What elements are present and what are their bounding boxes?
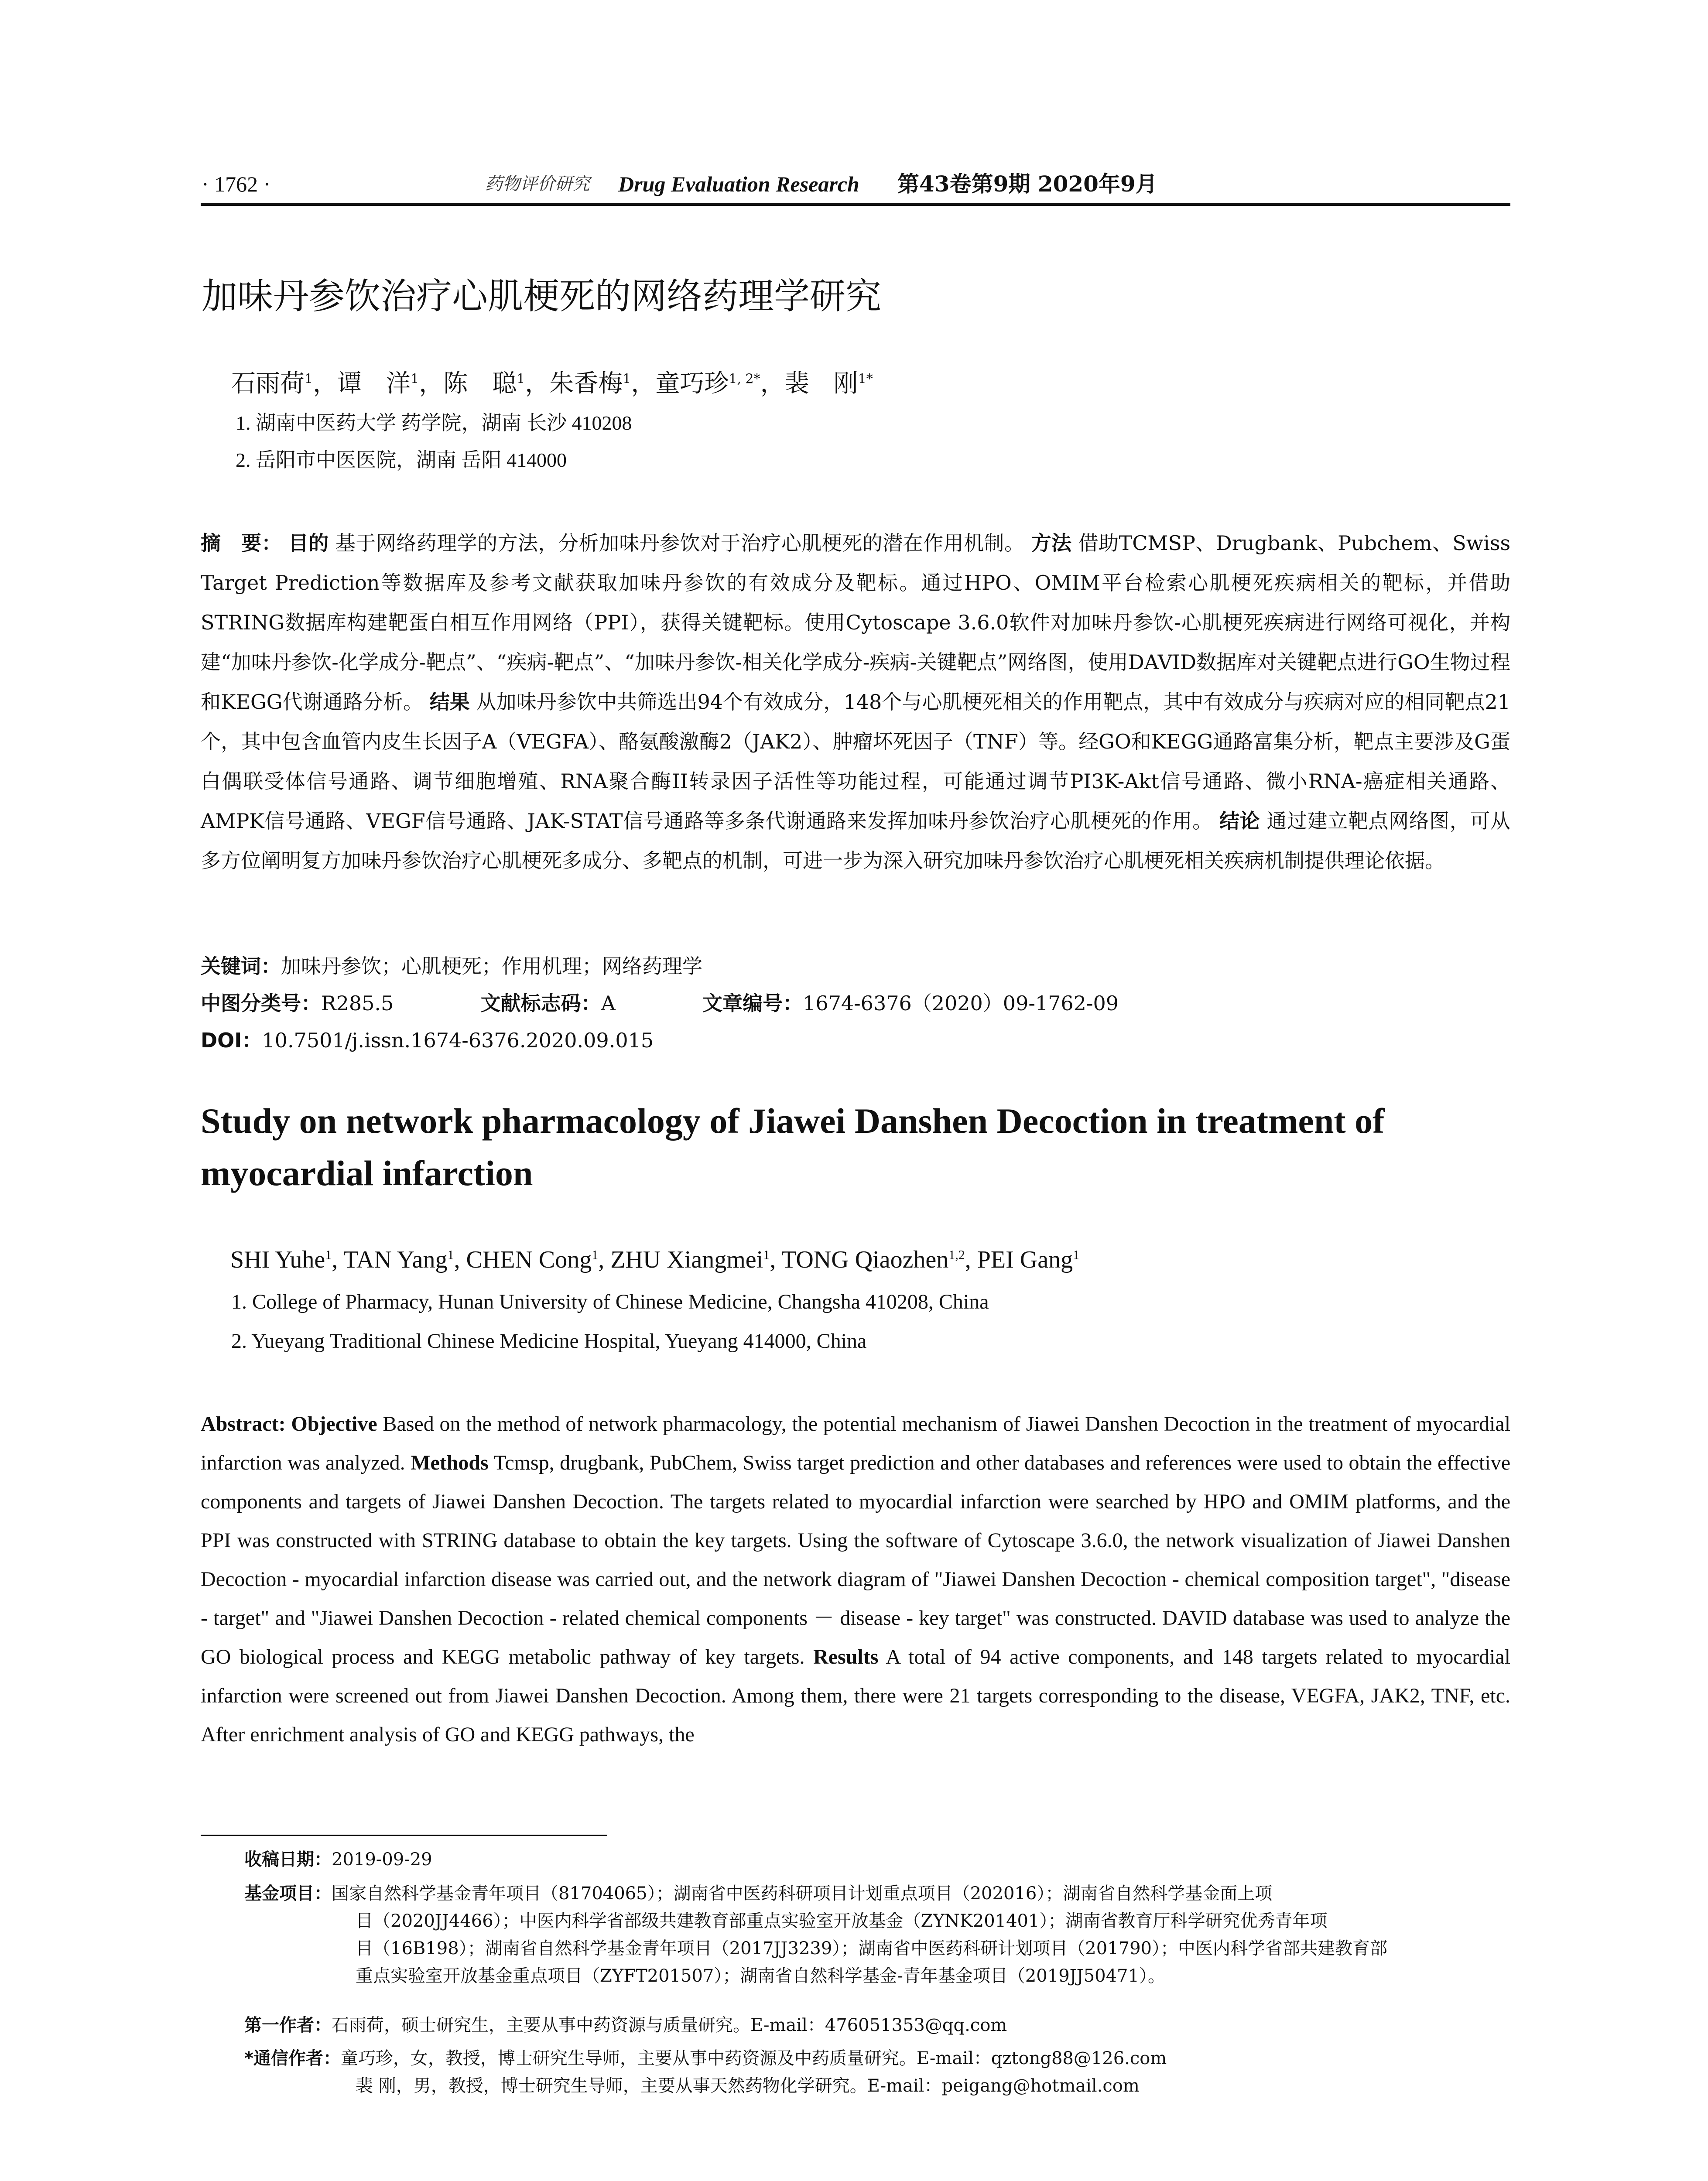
author-name: 朱香梅: [549, 369, 623, 398]
author-name: TONG Qiaozhen: [781, 1246, 949, 1273]
author-name: SHI Yuhe: [230, 1246, 325, 1273]
fund-line: 目（16B198）；湖南省自然科学基金青年项目（2017JJ3239）；湖南省中医药科研计划项目（201790）；中医内科学省部共建教育部: [356, 1938, 1387, 1959]
doc-code-label: 文献标志码：: [480, 991, 601, 1015]
article-number-label: 文章编号：: [702, 991, 803, 1015]
clc-value: R285.5: [321, 991, 394, 1015]
methods-label: Methods: [411, 1451, 489, 1474]
header-rule: [201, 203, 1510, 206]
author-affiliation-mark: 1: [325, 1248, 332, 1262]
english-authors: SHI Yuhe$^1$, TAN Yang$^1$, CHEN Cong$^1$, ZHU Xiangmei$^1$, TONG Qiaozhen$^{1,2}$, PEI Gang$^1$: [230, 1246, 1080, 1273]
clc-label: 中图分类号：: [201, 991, 321, 1015]
received-date: [244, 1846, 1510, 1873]
author-affiliation-mark: 1: [447, 1248, 454, 1262]
author-name: 谭 洋: [337, 369, 411, 398]
methods-text: Tcmsp, drugbank, PubChem, Swiss target prediction and other databases and references were used to obtain the effective components and targets of Jiawei Danshen Decoction. The targets related to myocardial infarction were searched by HPO and OMIM platforms, and the PPI was constructed with STRING database to obtain the key targets. Using the software of Cytoscape 3.6.0, the network visualization of Jiawei Danshen Decoction - myocardial infarction disease was carried out, and the network diagram of "Jiawei Danshen Decoction - chemical composition target", "disease - target" and "Jiawei Danshen Decoction - related chemical components － disease - key target" was constructed. DAVID database was used to analyze the GO biological process and KEGG metabolic pathway of key targets.: [201, 1451, 1510, 1668]
chinese-affiliation-2: 2. 岳阳市中医医院，湖南 岳阳 414000: [236, 449, 567, 471]
doc-code-value: A: [601, 991, 616, 1015]
chinese-abstract: [201, 523, 1510, 881]
author-affiliation-mark: 1: [305, 371, 313, 387]
results-text: A total of 94 active components, and 148 targets related to myocardial infarction were screened out from Jiawei Danshen Decoction. Among them, there were 21 targets corresponding to the disease, VEGFA, JAK2, TNF, etc. After enrichment analysis of GO and KEGG pathways, the: [201, 1645, 1511, 1746]
classification-line: [201, 986, 1119, 1021]
author-affiliation-mark: 1: [411, 371, 419, 387]
conclusion-label: 结论: [1219, 809, 1260, 833]
author-name: ZHU Xiangmei: [610, 1246, 763, 1273]
page-number: · 1762 ·: [202, 172, 271, 196]
english-affiliation-2: 2. Yueyang Traditional Chinese Medicine Hospital, Yueyang 414000, China: [231, 1330, 867, 1353]
author-name: PEI Gang: [977, 1246, 1073, 1273]
author-affiliation-mark: 1*: [858, 371, 873, 387]
author-affiliation-mark: 1: [517, 371, 525, 387]
doi-label: DOI：: [201, 1029, 262, 1052]
corresponding-author-2: 裴 刚，男，教授，博士研究生导师，主要从事天然药物化学研究。E-mail：peigang@hotmail.com: [356, 2076, 1140, 2096]
conclusion-text: 通过建立靶点网络图，可从多方位阐明复方加味丹参饮治疗心肌梗死多成分、多靶点的机制，可进一步为深入研究加味丹参饮治疗心肌梗死相关疾病机制提供理论依据。: [201, 809, 1511, 872]
author-affiliation-mark: 1,2: [948, 1248, 965, 1262]
chinese-affiliation-1: 1. 湖南中医药大学 药学院，湖南 长沙 410208: [236, 412, 632, 434]
received-label: 收稿日期：: [244, 1849, 332, 1870]
author-name: 童巧珍: [655, 369, 729, 398]
chinese-authors: 石雨荷$^1$，谭 洋$^1$，陈 聪$^1$，朱香梅$^1$，童巧珍$^{1, 2*}$，裴 刚$^{1*}$: [231, 369, 873, 398]
objective-text: Based on the method of network pharmacology, the potential mechanism of Jiawei Danshen Decoction in the treatment of myocardial infarction was analyzed.: [201, 1412, 1511, 1474]
corresponding-label: *通信作者：: [244, 2048, 341, 2068]
author-name: TAN Yang: [343, 1246, 448, 1273]
english-affiliation-1: 1. College of Pharmacy, Hunan University of Chinese Medicine, Changsha 410208, China: [231, 1290, 989, 1313]
footnote-rule: [201, 1835, 607, 1836]
methods-text: 借助TCMSP、Drugbank、Pubchem、Swiss Target Prediction等数据库及参考文献获取加味丹参饮的有效成分及靶标。通过HPO、OMIM平台检索心肌梗死疾病相关的靶标，并借助STRING数据库构建靶蛋白相互作用网络（PPI），获得关键靶标。使用Cytoscape 3.6.0软件对加味丹参饮-心肌梗死疾病进行网络可视化，并构建“加味丹参饮-化学成分-靶点”、“疾病-靶点”、“加味丹参饮-相关化学成分-疾病-关键靶点”网络图，使用DAVID数据库对关键靶点进行GO生物过程和KEGG代谢通路分析。: [201, 531, 1511, 714]
abstract-label: Abstract:: [201, 1412, 286, 1436]
objective-label: 目的: [288, 531, 329, 555]
results-label: Results: [813, 1645, 879, 1668]
author-name: 裴 刚: [784, 369, 858, 398]
english-title: Study on network pharmacology of Jiawei Danshen Decoction in treatment of myocardial infarction: [201, 1101, 1385, 1193]
fund-line: 国家自然科学基金青年项目（81704065）；湖南省中医药科研项目计划重点项目（202016）；湖南省自然科学基金面上项: [332, 1884, 1273, 1904]
chinese-title: 加味丹参饮治疗心肌梗死的网络药理学研究: [202, 276, 882, 317]
article-number-value: 1674-6376（2020）09-1762-09: [803, 991, 1119, 1015]
journal-name: Drug Evaluation Research: [618, 172, 859, 196]
author-name: 石雨荷: [231, 369, 305, 398]
fund-line: 目（2020JJ4466）；中医内科学省部级共建教育部重点实验室开放基金（ZYNK201401）；湖南省教育厅科学研究优秀青年项: [356, 1911, 1328, 1931]
first-author-note: [244, 2012, 1510, 2039]
corresponding-author-1: 童巧珍，女，教授，博士研究生导师，主要从事中药资源及中药质量研究。E-mail：qztong88@126.com: [340, 2048, 1167, 2068]
received-value: 2019-09-29: [332, 1849, 432, 1870]
results-label: 结果: [429, 690, 470, 714]
author-affiliation-mark: 1: [763, 1248, 770, 1262]
keywords-cn: [201, 949, 702, 984]
author-affiliation-mark: 1: [1073, 1248, 1080, 1262]
first-author-label: 第一作者：: [244, 2015, 332, 2035]
fund-label: 基金项目：: [244, 1884, 332, 1904]
keywords-value: 加味丹参饮；心肌梗死；作用机理；网络药理学: [281, 954, 702, 978]
first-author-value: 石雨荷，硕士研究生，主要从事中药资源与质量研究。E-mail：476051353@qq.com: [332, 2015, 1007, 2035]
author-affiliation-mark: 1: [592, 1248, 599, 1262]
objective-text: 基于网络药理学的方法，分析加味丹参饮对于治疗心肌梗死的潜在作用机制。: [335, 531, 1025, 555]
fund-line: 重点实验室开放基金重点项目（ZYFT201507）；湖南省自然科学基金-青年基金项目（2019JJ50471）。: [356, 1966, 1165, 1986]
journal-issue: 第43卷第9期 2020年9月: [897, 171, 1157, 197]
methods-label: 方法: [1031, 531, 1072, 555]
author-affiliation-mark: 1: [623, 371, 631, 387]
abstract-label: 摘 要：: [201, 531, 282, 555]
english-abstract: [201, 1405, 1510, 1754]
keywords-label: 关键词：: [201, 954, 281, 978]
corresponding-author-note: [244, 2045, 1510, 2100]
doi-value: 10.7501/j.issn.1674-6376.2020.09.015: [262, 1029, 654, 1052]
doi-line: [201, 1023, 654, 1058]
fund-projects: [244, 1880, 1510, 1990]
objective-label: Objective: [291, 1412, 377, 1436]
author-name: 陈 聪: [443, 369, 517, 398]
author-name: CHEN Cong: [466, 1246, 592, 1273]
running-header: [202, 167, 1510, 202]
results-text: 从加味丹参饮中共筛选出94个有效成分，148个与心肌梗死相关的作用靶点，其中有效成分与疾病对应的相同靶点21个，其中包含血管内皮生长因子A（VEGFA）、酪氨酸激酶2（JAK2）、肿瘤坏死因子（TNF）等。经GO和KEGG通路富集分析，靶点主要涉及G蛋白偶联受体信号通路、调节细胞增殖、RNA聚合酶II转录因子活性等功能过程，可能通过调节PI3K-Akt信号通路、微小RNA-癌症相关通路、AMPK信号通路、VEGF信号通路、JAK-STAT信号通路等多条代谢通路来发挥加味丹参饮治疗心肌梗死的作用。: [201, 690, 1511, 833]
journal-logo: 药物评价研究: [485, 174, 590, 194]
author-affiliation-mark: 1, 2*: [729, 371, 760, 387]
